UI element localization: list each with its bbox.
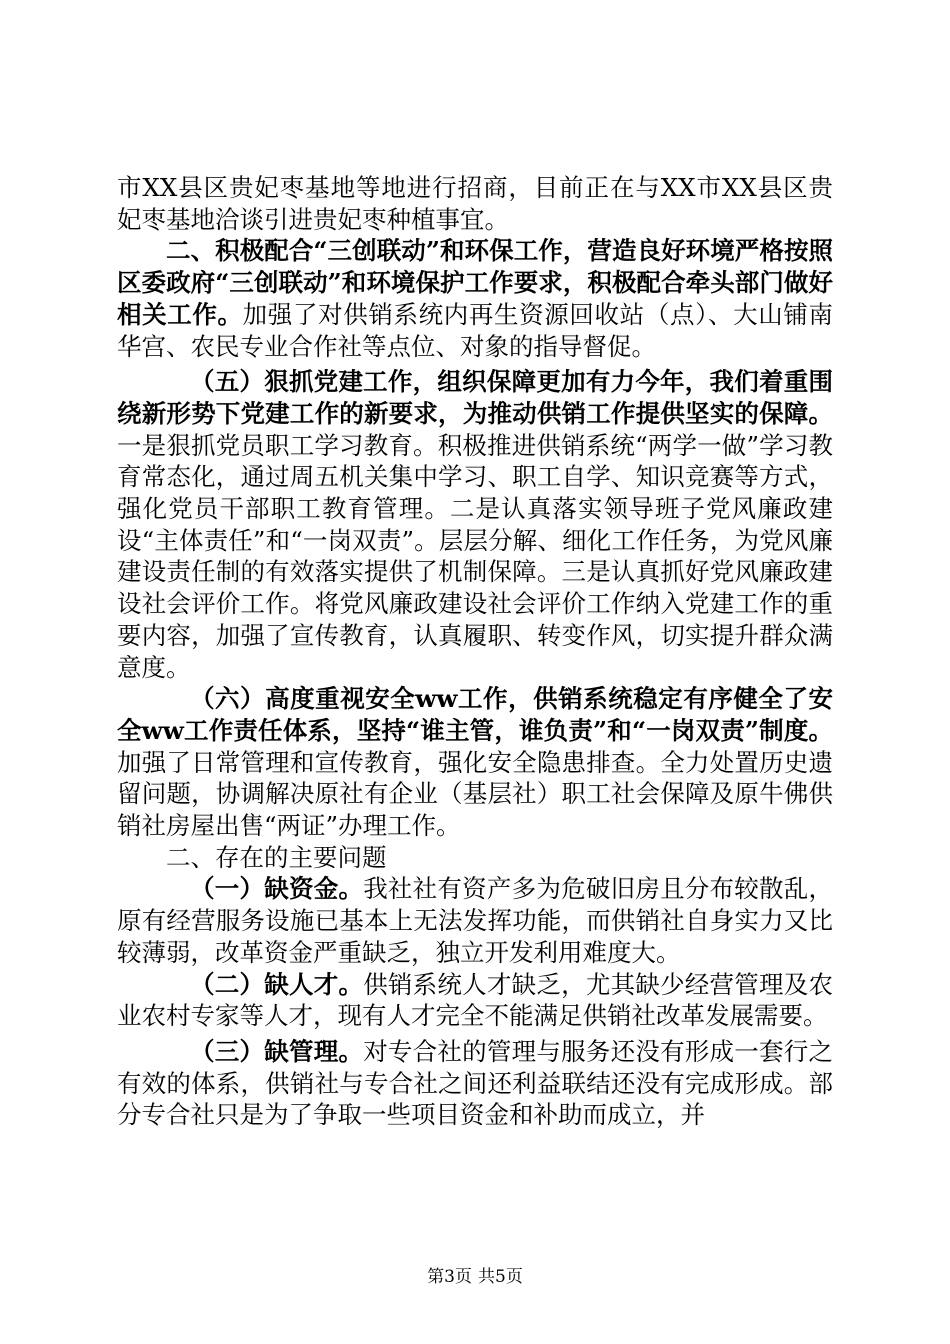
problem-heading: （一）缺资金。 bbox=[190, 874, 364, 904]
paragraph-text: 市XX县区贵妃枣基地等地进行招商，目前正在与XX市XX县区贵妃枣基地洽谈引进贵妃枣种植事宜。 bbox=[117, 173, 833, 234]
page-footer bbox=[0, 1267, 950, 1287]
page-total: 共5页 bbox=[478, 1267, 523, 1287]
section-heading: 二、积极配合“三创联动”和环保工作，营造良好环境严格按照区委政府“三创联动”和环境保护工作要求，积极配合牵头部门做好相关工作。 bbox=[117, 236, 833, 329]
section-paragraph bbox=[117, 683, 833, 842]
paragraph-text: 一是狠抓党员职工学习教育。积极推进供销系统“两学一做”学习教育常态化，通过周五机关集中学习、职工自学、知识竞赛等方式，强化党员干部职工教育管理。二是认真落实领导班子党风廉政建设“主体责任”和“一岗双责”。层层分解、细化工作任务，为党风廉建设责任制的有效落实提供了机制保障。三是认真抓好党风廉政建设社会评价工作。将党风廉政建设社会评价工作纳入党建工作的重要内容，加强了宣传教育，认真履职、转变作风，切实提升群众满意度。 bbox=[117, 430, 833, 682]
paragraph-text: 对专合社的管理与服务还没有形成一套行之有效的体系，供销社与专合社之间还利益联结还没有完成形成。部分专合社只是为了争取一些项目资金和补助而成立，并 bbox=[117, 1036, 834, 1130]
section-paragraph bbox=[117, 235, 833, 362]
paragraph-text: 我社社有资产多为危破旧房且分布较散乱，原有经营服务设施已基本上无法发挥功能，而供销社自身实力又比较薄弱，改革资金严重缺乏，独立开发利用难度大。 bbox=[117, 874, 834, 967]
document-body bbox=[117, 172, 833, 1131]
problem-paragraph bbox=[117, 1036, 833, 1131]
paragraph bbox=[117, 172, 833, 235]
paragraph-text: 加强了对供销系统内再生资源回收站（点）、大山铺南华宫、农民专业合作社等点位、对象的指导督促。 bbox=[117, 299, 833, 361]
section-paragraph bbox=[117, 366, 833, 683]
problem-paragraph bbox=[117, 969, 833, 1032]
problem-heading: （二）缺人才。 bbox=[190, 969, 364, 999]
section-heading: （六）高度重视安全ww工作，供销系统稳定有序健全了安全ww工作责任体系，坚持“谁主管，谁负责”和“一岗双责”制度。 bbox=[117, 684, 833, 745]
section-title bbox=[117, 842, 833, 874]
page-number: 第3页 bbox=[427, 1267, 472, 1287]
problem-heading: （三）缺管理。 bbox=[190, 1036, 364, 1066]
paragraph-text: 供销系统人才缺乏，尤其缺少经营管理及农业农村专家等人才，现有人才完全不能满足供销社改革发展需要。 bbox=[117, 969, 834, 1031]
problem-paragraph bbox=[117, 873, 833, 968]
paragraph-text: 加强了日常管理和宣传教育，强化安全隐患排查。全力处置历史遗留问题，协调解决原社有企业（基层社）职工社会保障及原牛佛供销社房屋出售“两证”办理工作。 bbox=[117, 747, 833, 841]
section-title-text: 二、存在的主要问题 bbox=[166, 842, 387, 872]
section-heading: （五）狠抓党建工作，组织保障更加有力今年，我们着重围绕新形势下党建工作的新要求，为推动供销工作提供坚实的保障。 bbox=[117, 367, 833, 428]
